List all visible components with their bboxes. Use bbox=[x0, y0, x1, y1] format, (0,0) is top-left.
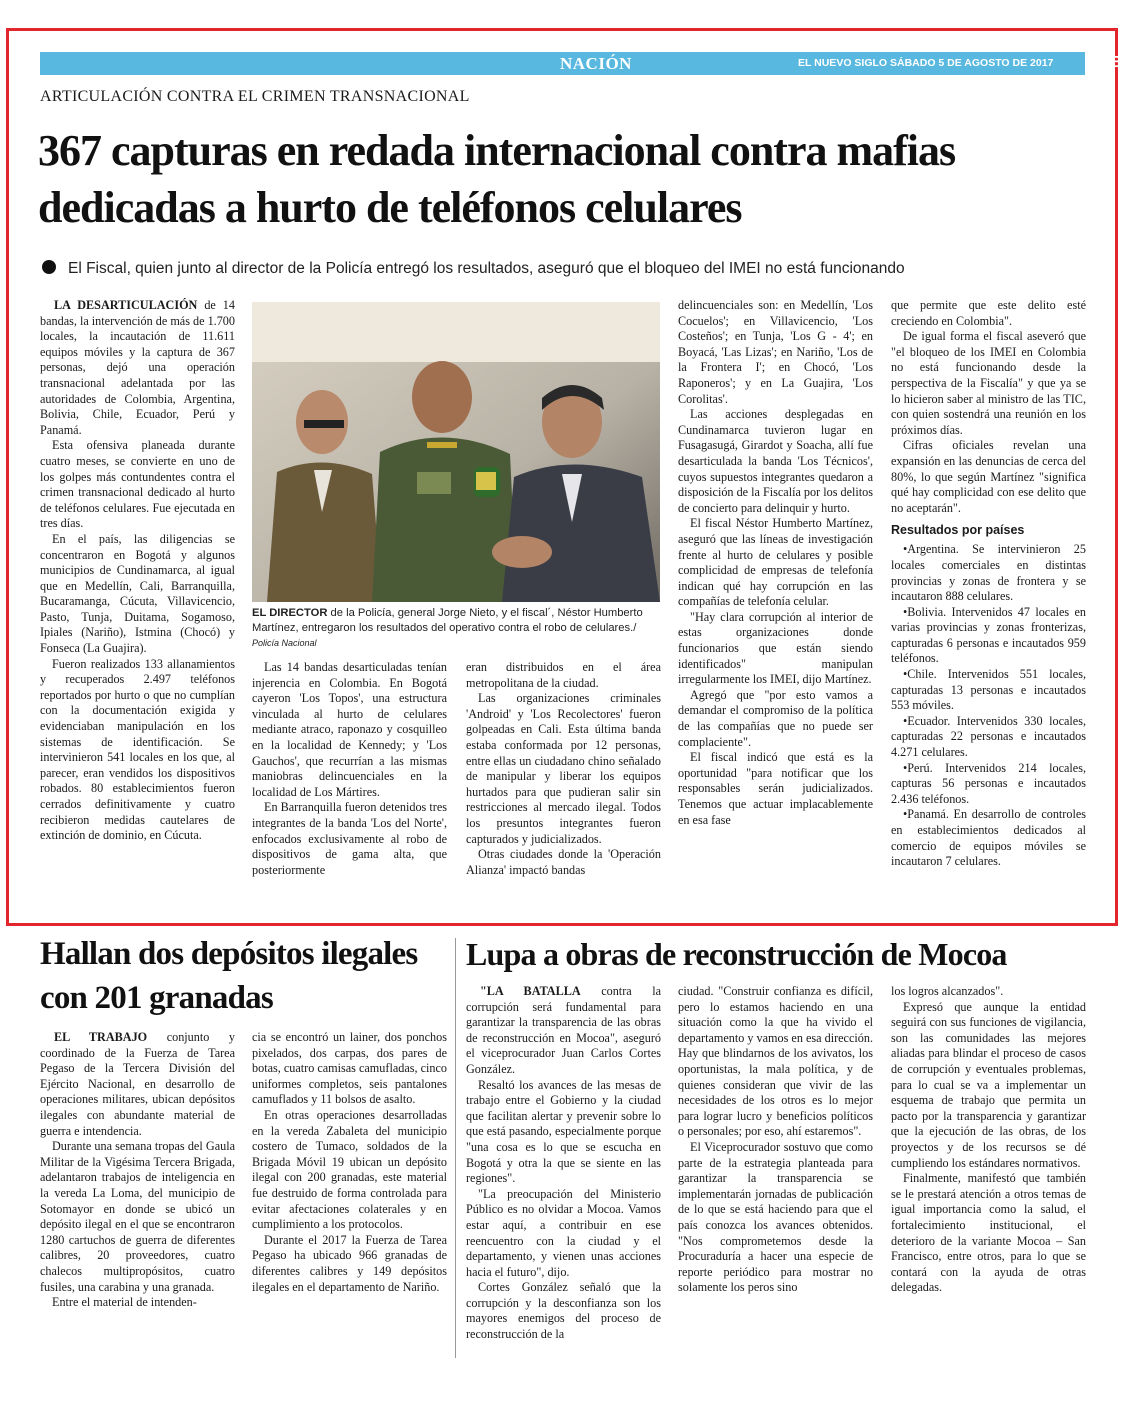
paragraph: Las 14 bandas desarticuladas tenían injerencia en Colombia. En Bogotá cayeron 'Los Topos', una estructura vinculada al hurto de celulares mediante atraco, raponazo y cosquilleo en la localidad de Kennedy; y 'Los Gauchos', que recurrían a las mismas maniobras delincuenciales en la localidad de Los Mártires. bbox=[252, 660, 447, 799]
subhead-text: El Fiscal, quien junto al director de la Policía entregó los resultados, aseguró que el bloqueo del IMEI no está funcionando bbox=[68, 260, 905, 277]
paragraph: cia se encontró un lainer, dos ponchos pixelados, dos carpas, dos pares de botas, cuatro camisas camufladas, cinco uniformes completos, seis pantalones camuflados y 11 bolsos de asalto. bbox=[252, 1030, 447, 1107]
paragraph: ciudad. "Construir confianza es difícil, pero lo estamos haciendo en una situación como la que ha vivido el departamento y vamos en esa dirección. Hay que blindarnos de los avivatos, los oportunistas, la mala política, y de quienes consideran que vivir de las necesidades de los otros es lo mejor para lograr lucro y beneficios políticos o personales; por eso, ahí estaremos". bbox=[678, 984, 873, 1139]
paragraph: eran distribuidos en el área metropolitana de la ciudad. bbox=[466, 660, 661, 690]
photo-credit: Policía Nacional bbox=[252, 638, 317, 648]
paragraph: Entre el material de intenden- bbox=[52, 1295, 197, 1310]
main-col-1 bbox=[40, 298, 235, 844]
paragraph: Esta ofensiva planeada durante cuatro meses, se convierte en uno de los golpes más contundentes contra el crimen transnacional dedicado al hurto de teléfonos celulares. Fue ejecutada en tres días. bbox=[40, 438, 235, 531]
paragraph: Expresó que aunque la entidad seguirá con sus funciones de vigilancia, son las comunidades las mejores aliadas para blindar el proceso de casos de corrupción y eventuales problemas, para lo cual se va a implementar un esquema de trabajo que permita un pacto por la transparencia y garantizar que la ejecución de las obras, de los proyectos y de los recursos se dé cumpliendo los estándares normativos. bbox=[891, 999, 1086, 1170]
main-col-3 bbox=[466, 660, 661, 878]
result-item: •Bolivia. Intervenidos 47 locales en varias provincias y zonas fronterizas, capturadas 6 personas e incautados 959 teléfonos. bbox=[891, 604, 1086, 666]
paragraph: LA DESARTICULACIÓN de 14 bandas, la intervención de más de 1.700 locales, la incautación de 11.611 equipos móviles y la captura de 367 personas, dejó una operación transnacional adelantada por las autoridades de Colombia, Argentina, Bolivia, Chile, Ecuador, Perú y Panamá. bbox=[40, 298, 235, 437]
main-headline: 367 capturas en redada internacional contra mafias dedicadas a hurto de teléfonos celulares bbox=[38, 126, 956, 232]
main-col-4 bbox=[678, 298, 873, 828]
paragraph: En otras operaciones desarrolladas en la vereda Zabaleta del municipio costero de Tumaco, soldados de la Brigada Móvil 19 ubican un depósito ilegal con 200 granadas, este material fue destruido de forma controlada para evitar afectaciones colaterales y en cumplimiento a los protocolos. bbox=[252, 1107, 447, 1232]
section-name: NACIÓN bbox=[560, 54, 632, 73]
paragraph: "LA BATALLA contra la corrupción será fundamental para garantizar la transparencia de las obras de reconstrucción en Mocoa", aseguró el viceprocurador Juan Carlos Cortes González. bbox=[466, 984, 661, 1076]
paragraph: Otras ciudades donde la 'Operación Alianza' impactó bandas bbox=[466, 847, 661, 877]
story2-col-1 bbox=[40, 1030, 235, 1311]
paragraph: De igual forma el fiscal aseveró que "el bloqueo de los IMEI en Colombia no está funcionando desde la perspectiva de la Fiscalía" y que ya se lo hicieron saber al ministro de las TIC, con quien sostendrá una reunión en los próximos días. bbox=[891, 329, 1086, 437]
main-col-5 bbox=[891, 298, 1086, 870]
paragraph: delincuenciales son: en Medellín, 'Los Cocuelos'; en Villavicencio, 'Los Costeños'; en Tunja, 'Los G - 4'; en Boyacá, 'Las Lizas'; en Nariño, 'Los de la Frontera I'; en Chocó, 'Los Raponeros'; y en La Guajira, 'Los Corolitas'. bbox=[678, 298, 873, 406]
story-kicker: ARTICULACIÓN CONTRA EL CRIMEN TRANSNACIONAL bbox=[40, 88, 470, 105]
paragraph: Cortes González señaló que la corrupción y la desconfianza son los mayores enemigos del proceso de reconstrucción de la bbox=[466, 1280, 661, 1342]
story2-col-2 bbox=[252, 1030, 447, 1295]
paragraph: El fiscal Néstor Humberto Martínez, aseguró que las líneas de investigación frente al hurto de celulares y posible complicidad de empresas de telefonía indican qué hay corrupción en las compañías de telefonía celular. bbox=[678, 516, 873, 609]
paragraph: Durante el 2017 la Fuerza de Tarea Pegaso ha ubicado 966 granadas de diferentes calibres y 149 depósitos ilegales en el departamento de Nariño. bbox=[252, 1232, 447, 1294]
paragraph: Fueron realizados 133 allanamientos y recuperados 2.497 teléfonos reportados por hurto o que no cumplían con la documentación exigida y evidenciaban manipulación en los sistemas de identificación. Se intervinieron 541 locales en los que, al parecer, eran vendidos los dispositivos robados. 80 establecimientos fueron cerrados definitivamente y cuatro recibieron medidas cautelares de extinción de dominio, en Cúcuta. bbox=[40, 656, 235, 843]
paper-date: EL NUEVO SIGLO SÁBADO 5 DE AGOSTO DE 2017 bbox=[798, 57, 1054, 69]
paragraph: "Hay clara corrupción al interior de estas organizaciones donde funcionarios que están siendo identificados" manipulan irregularmente los IMEI, dijo Martínez. bbox=[678, 609, 873, 687]
result-item: •Argentina. Se intervinieron 25 locales comerciales en distintas provincias y zonas de frontera y se incautaron 888 celulares. bbox=[891, 542, 1086, 604]
paragraph: "La preocupación del Ministerio Público es no olvidar a Mocoa. Vamos estar aquí, a contribuir en ese reencuentro con la ciudad y el departamento, y vienen unas acciones hacia el futuro", dijo. bbox=[466, 1186, 661, 1279]
paragraph: Las acciones desplegadas en Cundinamarca tuvieron lugar en Fusagasugá, Girardot y Soacha, allí fue desarticulada la banda 'Los Técnicos', cuyos supuestos integrantes quedaron a disposición de la Fiscalía por los delitos de concierto para delinquir y hurto. bbox=[678, 407, 873, 515]
section-header-bar bbox=[40, 52, 1123, 75]
subhead bbox=[42, 260, 1102, 278]
main-col-2 bbox=[252, 660, 447, 878]
story3-col-1 bbox=[466, 984, 661, 1343]
column-divider bbox=[455, 938, 456, 1358]
paragraph: Resaltó los avances de las mesas de trabajo entre el Gobierno y la ciudad que facilitan alertar y prevenir sobre lo que está pasando, especialmente porque "una cosa es lo que se escucha en Bogotá y otra la que se siente en las regiones". bbox=[466, 1077, 661, 1186]
story3-col-2 bbox=[678, 984, 873, 1296]
paragraph: Durante una semana tropas del Gaula Militar de la Vigésima Tercera Brigada, adelantaron trabajos de inteligencia en la vereda La Loma, del municipio de Sotomayor en donde se ubicó un depósito ilegal en el que se encontraron 1280 cartuchos de guerra de diferentes calibres, 20 proveedores, cuatro chalecos multipropósitos, cuatro fusiles, una carabina y una granada. bbox=[40, 1139, 235, 1294]
paragraph: El Viceprocurador sostuvo que como parte de la estrategia planteada para garantizar la transparencia se implementarán jornadas de publicación de lo que se está haciendo para que el país conozca los avances obtenidos. "Nos comprometemos desde la Procuraduría a hacer una especie de reporte periódico para mostrar no solamente los peros sino bbox=[678, 1139, 873, 1295]
result-item: •Ecuador. Intervenidos 330 locales, capturadas 22 personas e incautados 4.271 celulares. bbox=[891, 713, 1086, 760]
paragraph: En Barranquilla fueron detenidos tres integrantes de la banda 'Los del Norte', enfocados exclusivamente al robo de dispositivos de gama alta, que posteriormente bbox=[252, 800, 447, 877]
story3-col-3 bbox=[891, 984, 1086, 1296]
paragraph: los logros alcanzados". bbox=[891, 984, 1004, 998]
news-photo bbox=[252, 302, 660, 602]
page-number: 1B bbox=[1102, 54, 1123, 71]
result-item: •Chile. Intervenidos 551 locales, capturadas 13 personas e incautados 553 móviles. bbox=[891, 667, 1086, 713]
results-subheading: Resultados por países bbox=[891, 523, 1025, 538]
photo-officials-illustration bbox=[252, 302, 660, 602]
story2-headline: Hallan dos depósitos ilegales con 201 granadas bbox=[40, 936, 418, 1016]
paragraph: Agregó que "por esto vamos a demandar el compromiso de la política de las compañías que no puede ser complaciente". bbox=[678, 687, 873, 749]
paragraph: El fiscal indicó que está es la oportunidad "para notificar que los responsables serán judicializados. Tenemos que actuar implacablemente en esa fase bbox=[678, 750, 873, 827]
result-item: •Perú. Intervenidos 214 locales, capturas 56 personas e incautados 2.436 teléfonos. bbox=[891, 760, 1086, 806]
result-item: •Panamá. En desarrollo de controles en establecimientos dedicados al comercio de equipos móviles se incautaron 7 celulares. bbox=[891, 807, 1086, 869]
paragraph: EL TRABAJO conjunto y coordinado de la Fuerza de Tarea Pegaso de la Tercera División del Ejército Nacional, en desarrollo de operaciones militares, ubican depósitos ilegales con abundante material de guerra e intendencia. bbox=[40, 1030, 235, 1138]
paragraph: Las organizaciones criminales 'Android' y 'Los Recolectores' fueron golpeadas en Cali. Esta última banda estaba conformada por 12 personas, entre ellas un ciudadano chino señalado de manipular y liberar los equipos hurtados para que pudieran salir sin restricciones al mercado ilegal. Todos los presuntos integrantes fueron capturados y judicializados. bbox=[466, 691, 661, 846]
photo-caption: EL DIRECTOR de la Policía, general Jorge Nieto, y el fiscal´, Néstor Humberto Martínez, entregaron los resultados del operativo contra el robo de celulares./ Policía Nacional bbox=[252, 607, 643, 648]
paragraph: que permite que este delito esté creciendo en Colombia". bbox=[891, 298, 1086, 328]
paragraph: Cifras oficiales revelan una expansión en las denuncias de cerca del 80%, lo que según Martínez "significa qué hay complicidad con ese delito que no aceptarán". bbox=[891, 438, 1086, 515]
story3-headline: Lupa a obras de reconstrucción de Mocoa bbox=[466, 936, 1007, 972]
paragraph: En el país, las diligencias se concentraron en Bogotá y algunos municipios de Cundinamarca, al igual que en Medellín, Cali, Barranquilla, Bucaramanga, Cúcuta, Villavicencio, Pasto, Tunja, Duitama, Sogamoso, Ipiales (Nariño), Istmina (Chocó) y Fonseca (La Guajira). bbox=[40, 531, 235, 656]
paragraph: Finalmente, manifestó que también se le prestará atención a otros temas de igual importancia como la salud, el fortalecimiento institucional, el deterioro de la variante Mocoa – San Francisco, entre otros, para lo que se contará con la ayuda de otras delegadas. bbox=[891, 1171, 1086, 1295]
filled-circle-icon bbox=[42, 260, 56, 274]
